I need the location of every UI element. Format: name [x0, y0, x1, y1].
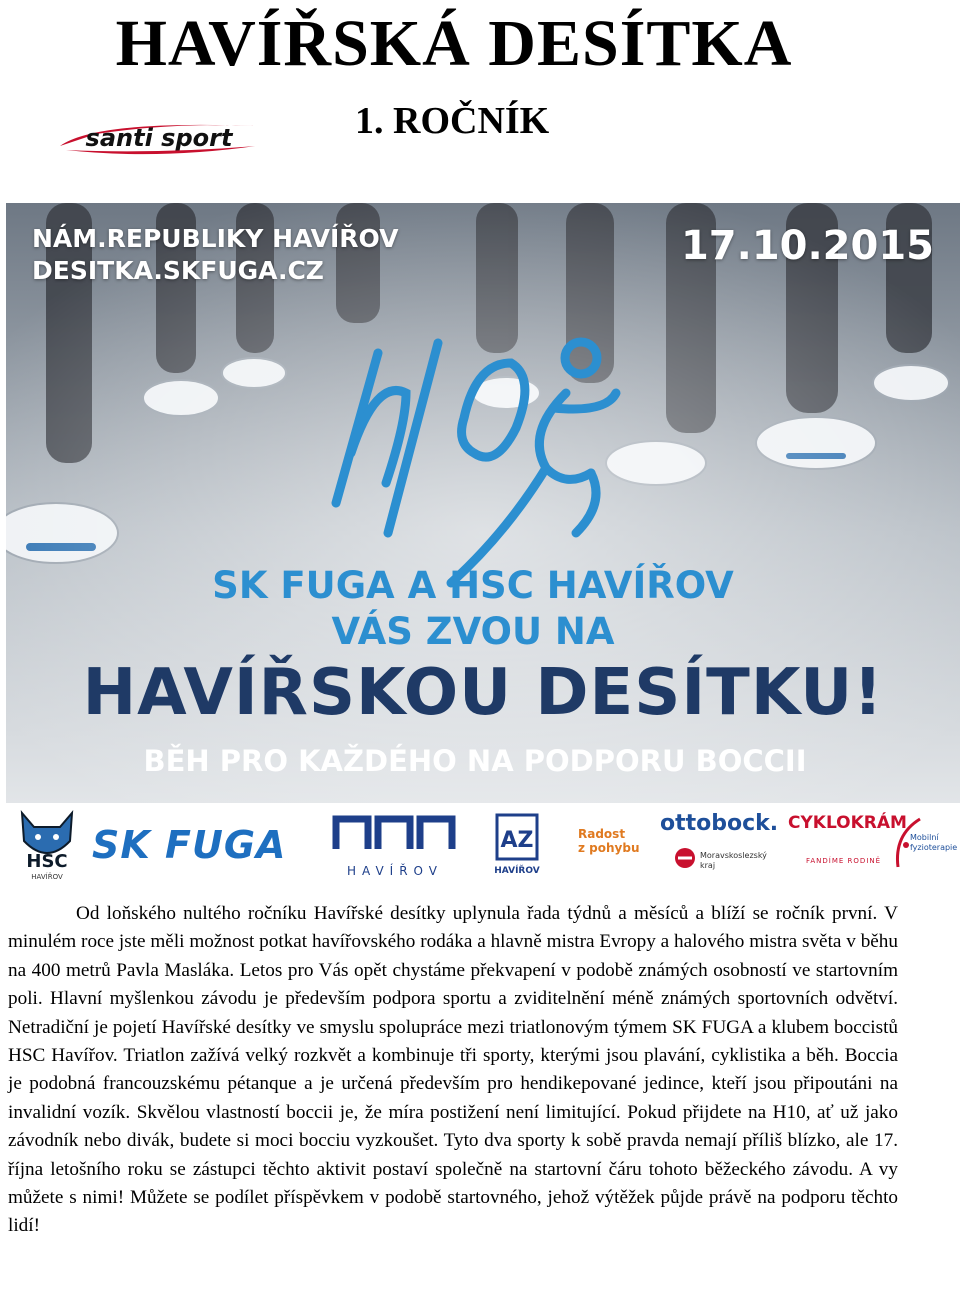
event-poster: [6, 203, 960, 803]
santi-sport-logo-text: santi sport: [85, 124, 233, 152]
havirov-city-logo-text: HAVÍŘOV: [347, 864, 443, 878]
article-paragraph: Od loňského nultého ročníku Havířské desítky uplynula řada týdnů a měsíců a blíží se ročník první. V minulém roce jste měli možnost potkat havířovského rodáka a hlavně mistra Evropy a halového mistra světa v běhu na 400 metrů Pavla Masláka. Letos pro Vás opět chystáme překvapení v podobě známých osobností ve startovním poli. Hlavní myšlenkou závodu je především podpora sportu a zviditelnění méně známých sportovních odvětví. Netradiční je pojetí Havířské desítky ve smyslu spolupráce mezi triatlonovým týmem SK FUGA a klubem boccistů HSC Havířov. Triatlon zažívá velký rozkvět a kombinuje tři sporty, kterými jsou plavání, cyklistika a běh. Boccia je podobná francouzskému pétanque a je určená především pro hendikepované jedince, kteří jsou připoutáni na invalidní vozík. Skvělou vlastností boccii je, že míra postižení není limitující. Pokud přijdete na H10, ať už jako závodník nebo divák, budete si moci bocciu vyzkoušet. Tyto dva sporty k sobě pravda nemají příliš blízko, ale 17. října letošního roku se zástupci těchto aktivit postaví společně na startovní čáru tohoto běžeckého závodu. A vy můžete s nimi! Můžete se podílet příspěvkem v podobě startovného, jehož výtěžek půjde právě na podporu těchto lidí!: [8, 903, 898, 1237]
fandime-rodine-logo: FANDÍME RODINĚ: [806, 857, 882, 865]
sk-fuga-logo: SK FUGA: [92, 823, 287, 867]
poster-headline: HAVÍŘSKOU DESÍTKU!: [82, 656, 884, 730]
moravskoslezsky-kraj-text: Moravskoslezský kraj: [700, 851, 767, 870]
poster-date: 17.10.2015: [680, 223, 934, 269]
poster-organizers: [6, 563, 950, 655]
moravskoslezsky-kraj-logo: [674, 845, 784, 881]
svg-text:AZ: AZ: [500, 828, 534, 853]
ottobock-logo: ottobock.: [660, 811, 779, 836]
santi-sport-logo: [56, 116, 262, 160]
sponsor-strip: [6, 803, 960, 885]
page-title: HAVÍŘSKÁ DESÍTKA: [115, 7, 793, 80]
article-text: [8, 900, 898, 1241]
hsc-logo: [14, 805, 80, 883]
hsc-logo-text: HSC: [26, 851, 68, 872]
poster-org-line-1: SK FUGA A HSC HAVÍŘOV: [212, 564, 734, 607]
mobilni-fyzioterapie-logo: [892, 815, 958, 875]
cyklokram-logo: CYKLOKRÁM: [788, 813, 907, 833]
az-havirov-logo: [494, 813, 540, 879]
havirov-city-logo: [330, 809, 460, 883]
radost-z-pohybu-logo: [562, 827, 640, 855]
poster-website: DESITKA.SKFUGA.CZ: [32, 256, 324, 285]
poster-place: [32, 223, 398, 287]
radost-line-1: Radost: [578, 827, 626, 841]
page-subtitle: 1. ROČNÍK: [355, 100, 550, 142]
poster-org-line-2: VÁS ZVOU NA: [331, 610, 615, 653]
az-havirov-logo-subtext: HAVÍŘOV: [494, 866, 540, 876]
poster-tagline: BĚH PRO KAŽDÉHO NA PODPORU BOCCII: [143, 744, 807, 778]
hsc-logo-subtext: HAVÍŘOV: [31, 873, 63, 881]
poster-place-line-1: NÁM.REPUBLIKY HAVÍŘOV: [32, 224, 399, 253]
radost-line-2: z pohybu: [578, 841, 640, 855]
mobilni-fyzioterapie-text: Mobilní fyzioterapie: [910, 833, 958, 852]
